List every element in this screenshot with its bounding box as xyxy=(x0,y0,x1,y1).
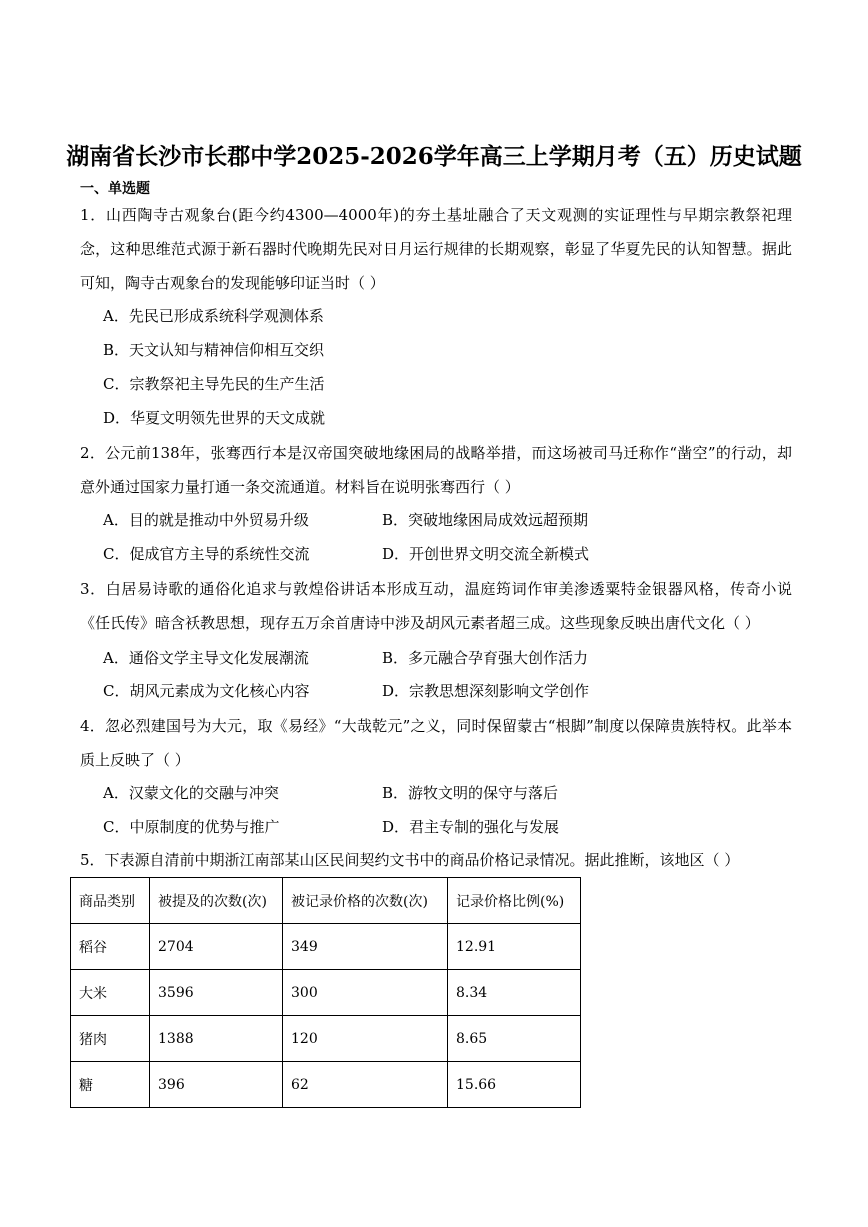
table-row xyxy=(71,1062,581,1108)
question-2-option-d[interactable]: D．开创世界文明交流全新模式 xyxy=(382,545,590,563)
question-4-option-d[interactable]: D．君主专制的强化与发展 xyxy=(382,818,560,836)
table-cell: 稻谷 xyxy=(71,924,150,970)
table-cell: 3596 xyxy=(150,970,283,1016)
table-header-cell: 记录价格比例(%) xyxy=(448,878,581,924)
question-2-option-c[interactable]: C．促成官方主导的系统性交流 xyxy=(103,545,310,563)
question-3-stem: 3．白居易诗歌的通俗化追求与敦煌俗讲话本形成互动，温庭筠词作审美渗透粟特金银器风格，传奇小说《任氏传》暗含袄教思想，现存五万余首唐诗中涉及胡风元素者超三成。这些现象反映出唐代文化（ ） xyxy=(80,580,792,632)
question-2-option-b[interactable]: B．突破地缘困局成效远超预期 xyxy=(382,511,589,529)
question-4-option-c[interactable]: C．中原制度的优势与推广 xyxy=(103,818,280,836)
exam-title: 湖南省长沙市长郡中学2025-2026学年高三上学期月考（五）历史试题 xyxy=(66,143,802,170)
table-cell: 300 xyxy=(283,970,448,1016)
table-cell: 糖 xyxy=(71,1062,150,1108)
table-header-cell: 被记录价格的次数(次) xyxy=(283,878,448,924)
question-4-stem: 4．忽必烈建国号为大元，取《易经》“大哉乾元”之义，同时保留蒙古“根脚”制度以保障贵族特权。此举本质上反映了（ ） xyxy=(80,717,792,769)
section-heading: 一、单选题 xyxy=(80,181,150,197)
table-cell: 120 xyxy=(283,1016,448,1062)
question-2-stem: 2．公元前138年，张骞西行本是汉帝国突破地缘困局的战略举措，而这场被司马迁称作“凿空”的行动，却意外通过国家力量打通一条交流通道。材料旨在说明张骞西行（ ） xyxy=(80,444,792,496)
question-1-option-c[interactable]: C．宗教祭祀主导先民的生产生活 xyxy=(103,375,325,393)
table-row xyxy=(71,1016,581,1062)
table-cell: 12.91 xyxy=(448,924,581,970)
table-cell: 62 xyxy=(283,1062,448,1108)
table-header-cell: 商品类别 xyxy=(71,878,150,924)
question-4-option-b[interactable]: B．游牧文明的保守与落后 xyxy=(382,784,559,802)
table-header-row xyxy=(71,878,581,924)
question-1-option-b[interactable]: B．天文认知与精神信仰相互交织 xyxy=(103,341,325,359)
table-cell: 8.34 xyxy=(448,970,581,1016)
table-cell: 349 xyxy=(283,924,448,970)
table-row xyxy=(71,924,581,970)
table-cell: 大米 xyxy=(71,970,150,1016)
question-5-stem: 5．下表源自清前中期浙江南部某山区民间契约文书中的商品价格记录情况。据此推断，该地区（ ） xyxy=(80,851,740,869)
table-cell: 1388 xyxy=(150,1016,283,1062)
table-cell: 396 xyxy=(150,1062,283,1108)
table-row xyxy=(71,970,581,1016)
question-3-option-b[interactable]: B．多元融合孕育强大创作活力 xyxy=(382,649,589,667)
table-cell: 2704 xyxy=(150,924,283,970)
question-1-option-d[interactable]: D．华夏文明领先世界的天文成就 xyxy=(103,409,326,427)
price-record-table xyxy=(70,877,581,1108)
question-1-option-a[interactable]: A．先民已形成系统科学观测体系 xyxy=(103,307,324,325)
question-3-option-a[interactable]: A．通俗文学主导文化发展潮流 xyxy=(103,649,309,667)
table-cell: 猪肉 xyxy=(71,1016,150,1062)
question-3-option-d[interactable]: D．宗教思想深刻影响文学创作 xyxy=(382,682,590,700)
question-3-option-c[interactable]: C．胡风元素成为文化核心内容 xyxy=(103,682,310,700)
table-header-cell: 被提及的次数(次) xyxy=(150,878,283,924)
question-2-option-a[interactable]: A．目的就是推动中外贸易升级 xyxy=(103,511,309,529)
question-1-stem: 1．山西陶寺古观象台(距今约4300—4000年)的夯土基址融合了天文观测的实证理性与早期宗教祭祀理念，这种思维范式源于新石器时代晚期先民对日月运行规律的长期观察，彰显了华夏先民的认知智慧。据此可知，陶寺古观象台的发现能够印证当时（ ） xyxy=(80,206,792,292)
table-cell: 8.65 xyxy=(448,1016,581,1062)
table-cell: 15.66 xyxy=(448,1062,581,1108)
question-4-option-a[interactable]: A．汉蒙文化的交融与冲突 xyxy=(103,784,279,802)
